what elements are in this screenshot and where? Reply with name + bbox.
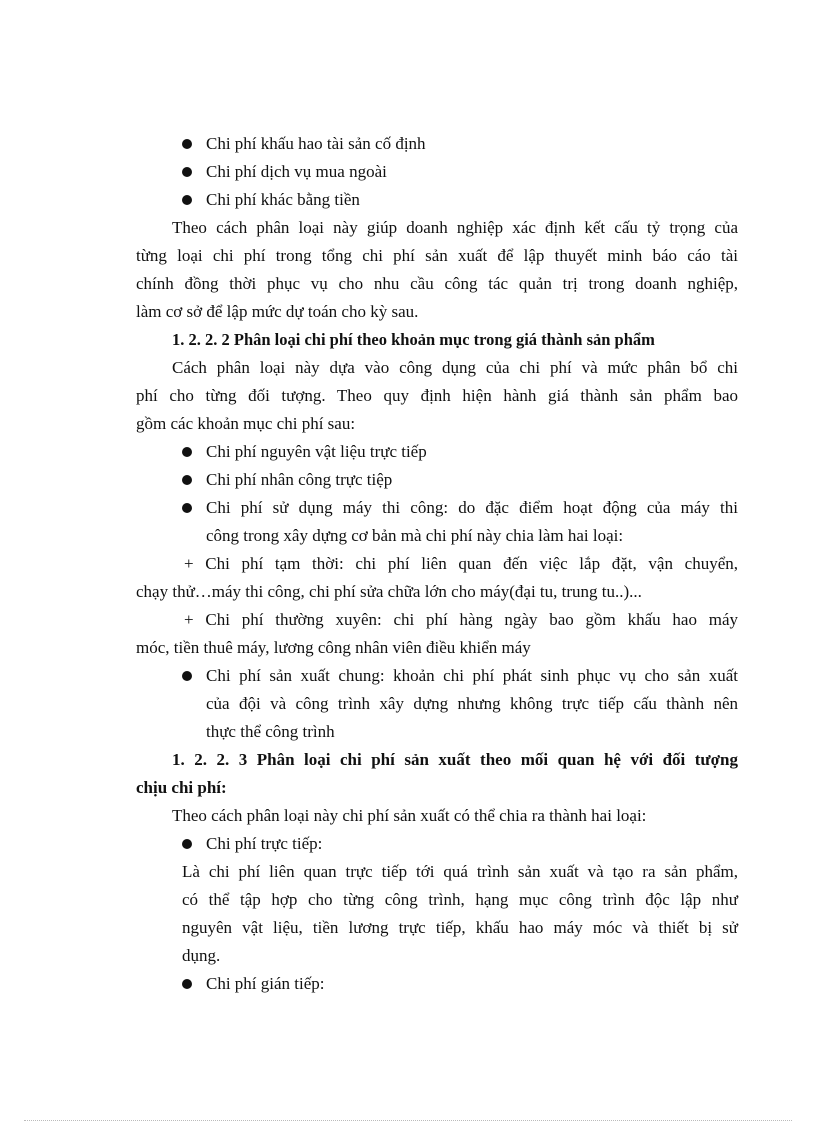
bullet-item: Chi phí trực tiếp:	[206, 834, 323, 853]
bullet-icon	[182, 839, 192, 849]
sub-item: + Chi phí thường xuyên: chi phí hàng ngày bao gồm khấu hao máy	[184, 610, 738, 629]
bullet-item-continuation: công trong xây dựng cơ bản mà chi phí này chia làm hai loại:	[206, 526, 624, 545]
bullet-icon	[182, 475, 192, 485]
bullet-item: Chi phí sản xuất chung: khoản chi phí phát sinh phục vụ cho sản xuất	[206, 666, 738, 685]
bullet-item: Chi phí nhân công trực tiệp	[206, 470, 393, 489]
paragraph-line: từng loại chi phí trong tổng chi phí sản xuất để lập thuyết minh báo cáo tài	[136, 246, 738, 265]
paragraph-line: Theo cách phân loại này chi phí sản xuất có thể chia ra thành hai loại:	[172, 806, 647, 825]
paragraph-line: gồm các khoản mục chi phí sau:	[136, 414, 356, 433]
bullet-icon	[182, 167, 192, 177]
bullet-icon	[182, 139, 192, 149]
section-heading-continuation: chịu chi phí:	[136, 778, 227, 797]
paragraph-line: chính đồng thời phục vụ cho nhu cầu công tác quản trị trong doanh nghiệp,	[136, 274, 738, 293]
bullet-item: Chi phí khấu hao tài sản cố định	[206, 134, 426, 153]
paragraph-line: Là chi phí liên quan trực tiếp tới quá trình sản xuất và tạo ra sản phẩm,	[182, 862, 738, 881]
bullet-item: Chi phí nguyên vật liệu trực tiếp	[206, 442, 427, 461]
sub-item: + Chi phí tạm thời: chi phí liên quan đến việc lắp đặt, vận chuyển,	[184, 554, 738, 573]
bullet-item: Chi phí dịch vụ mua ngoài	[206, 162, 387, 181]
bullet-item: Chi phí sử dụng máy thi công: do đặc điểm hoạt động của máy thi	[206, 498, 738, 517]
bullet-icon	[182, 447, 192, 457]
bullet-item: Chi phí gián tiếp:	[206, 974, 325, 993]
bullet-icon	[182, 671, 192, 681]
paragraph-line: phí cho từng đối tượng. Theo quy định hiện hành giá thành sản phẩm bao	[136, 386, 738, 405]
bullet-icon	[182, 195, 192, 205]
bullet-item: Chi phí khác bằng tiền	[206, 190, 360, 209]
paragraph-line: Theo cách phân loại này giúp doanh nghiệp xác định kết cấu tỷ trọng của	[172, 218, 738, 237]
paragraph-line: dụng.	[182, 946, 221, 965]
bullet-icon	[182, 503, 192, 513]
section-heading: 1. 2. 2. 3 Phân loại chi phí sản xuất theo mối quan hệ với đối tượng	[172, 750, 738, 769]
sub-item-continuation: móc, tiền thuê máy, lương công nhân viên điều khiển máy	[136, 638, 531, 657]
bullet-item-continuation: của đội và công trình xây dựng nhưng không trực tiếp cấu thành nên	[206, 694, 738, 713]
section-heading: 1. 2. 2. 2 Phân loại chi phí theo khoản mục trong giá thành sản phẩm	[172, 330, 655, 349]
paragraph-line: Cách phân loại này dựa vào công dụng của chi phí và mức phân bổ chi	[172, 358, 738, 377]
paragraph-line: làm cơ sở để lập mức dự toán cho kỳ sau.	[136, 302, 419, 321]
bullet-item-continuation: thực thể công trình	[206, 722, 335, 741]
paragraph-line: nguyên vật liệu, tiền lương trực tiếp, khấu hao máy móc và thiết bị sử	[182, 918, 738, 937]
bullet-icon	[182, 979, 192, 989]
page-bottom-rule	[24, 1120, 792, 1121]
sub-item-continuation: chạy thử…máy thi công, chi phí sửa chữa lớn cho máy(đại tu, trung tu..)...	[136, 582, 642, 601]
paragraph-line: có thể tập hợp cho từng công trình, hạng mục công trình độc lập như	[182, 890, 738, 909]
